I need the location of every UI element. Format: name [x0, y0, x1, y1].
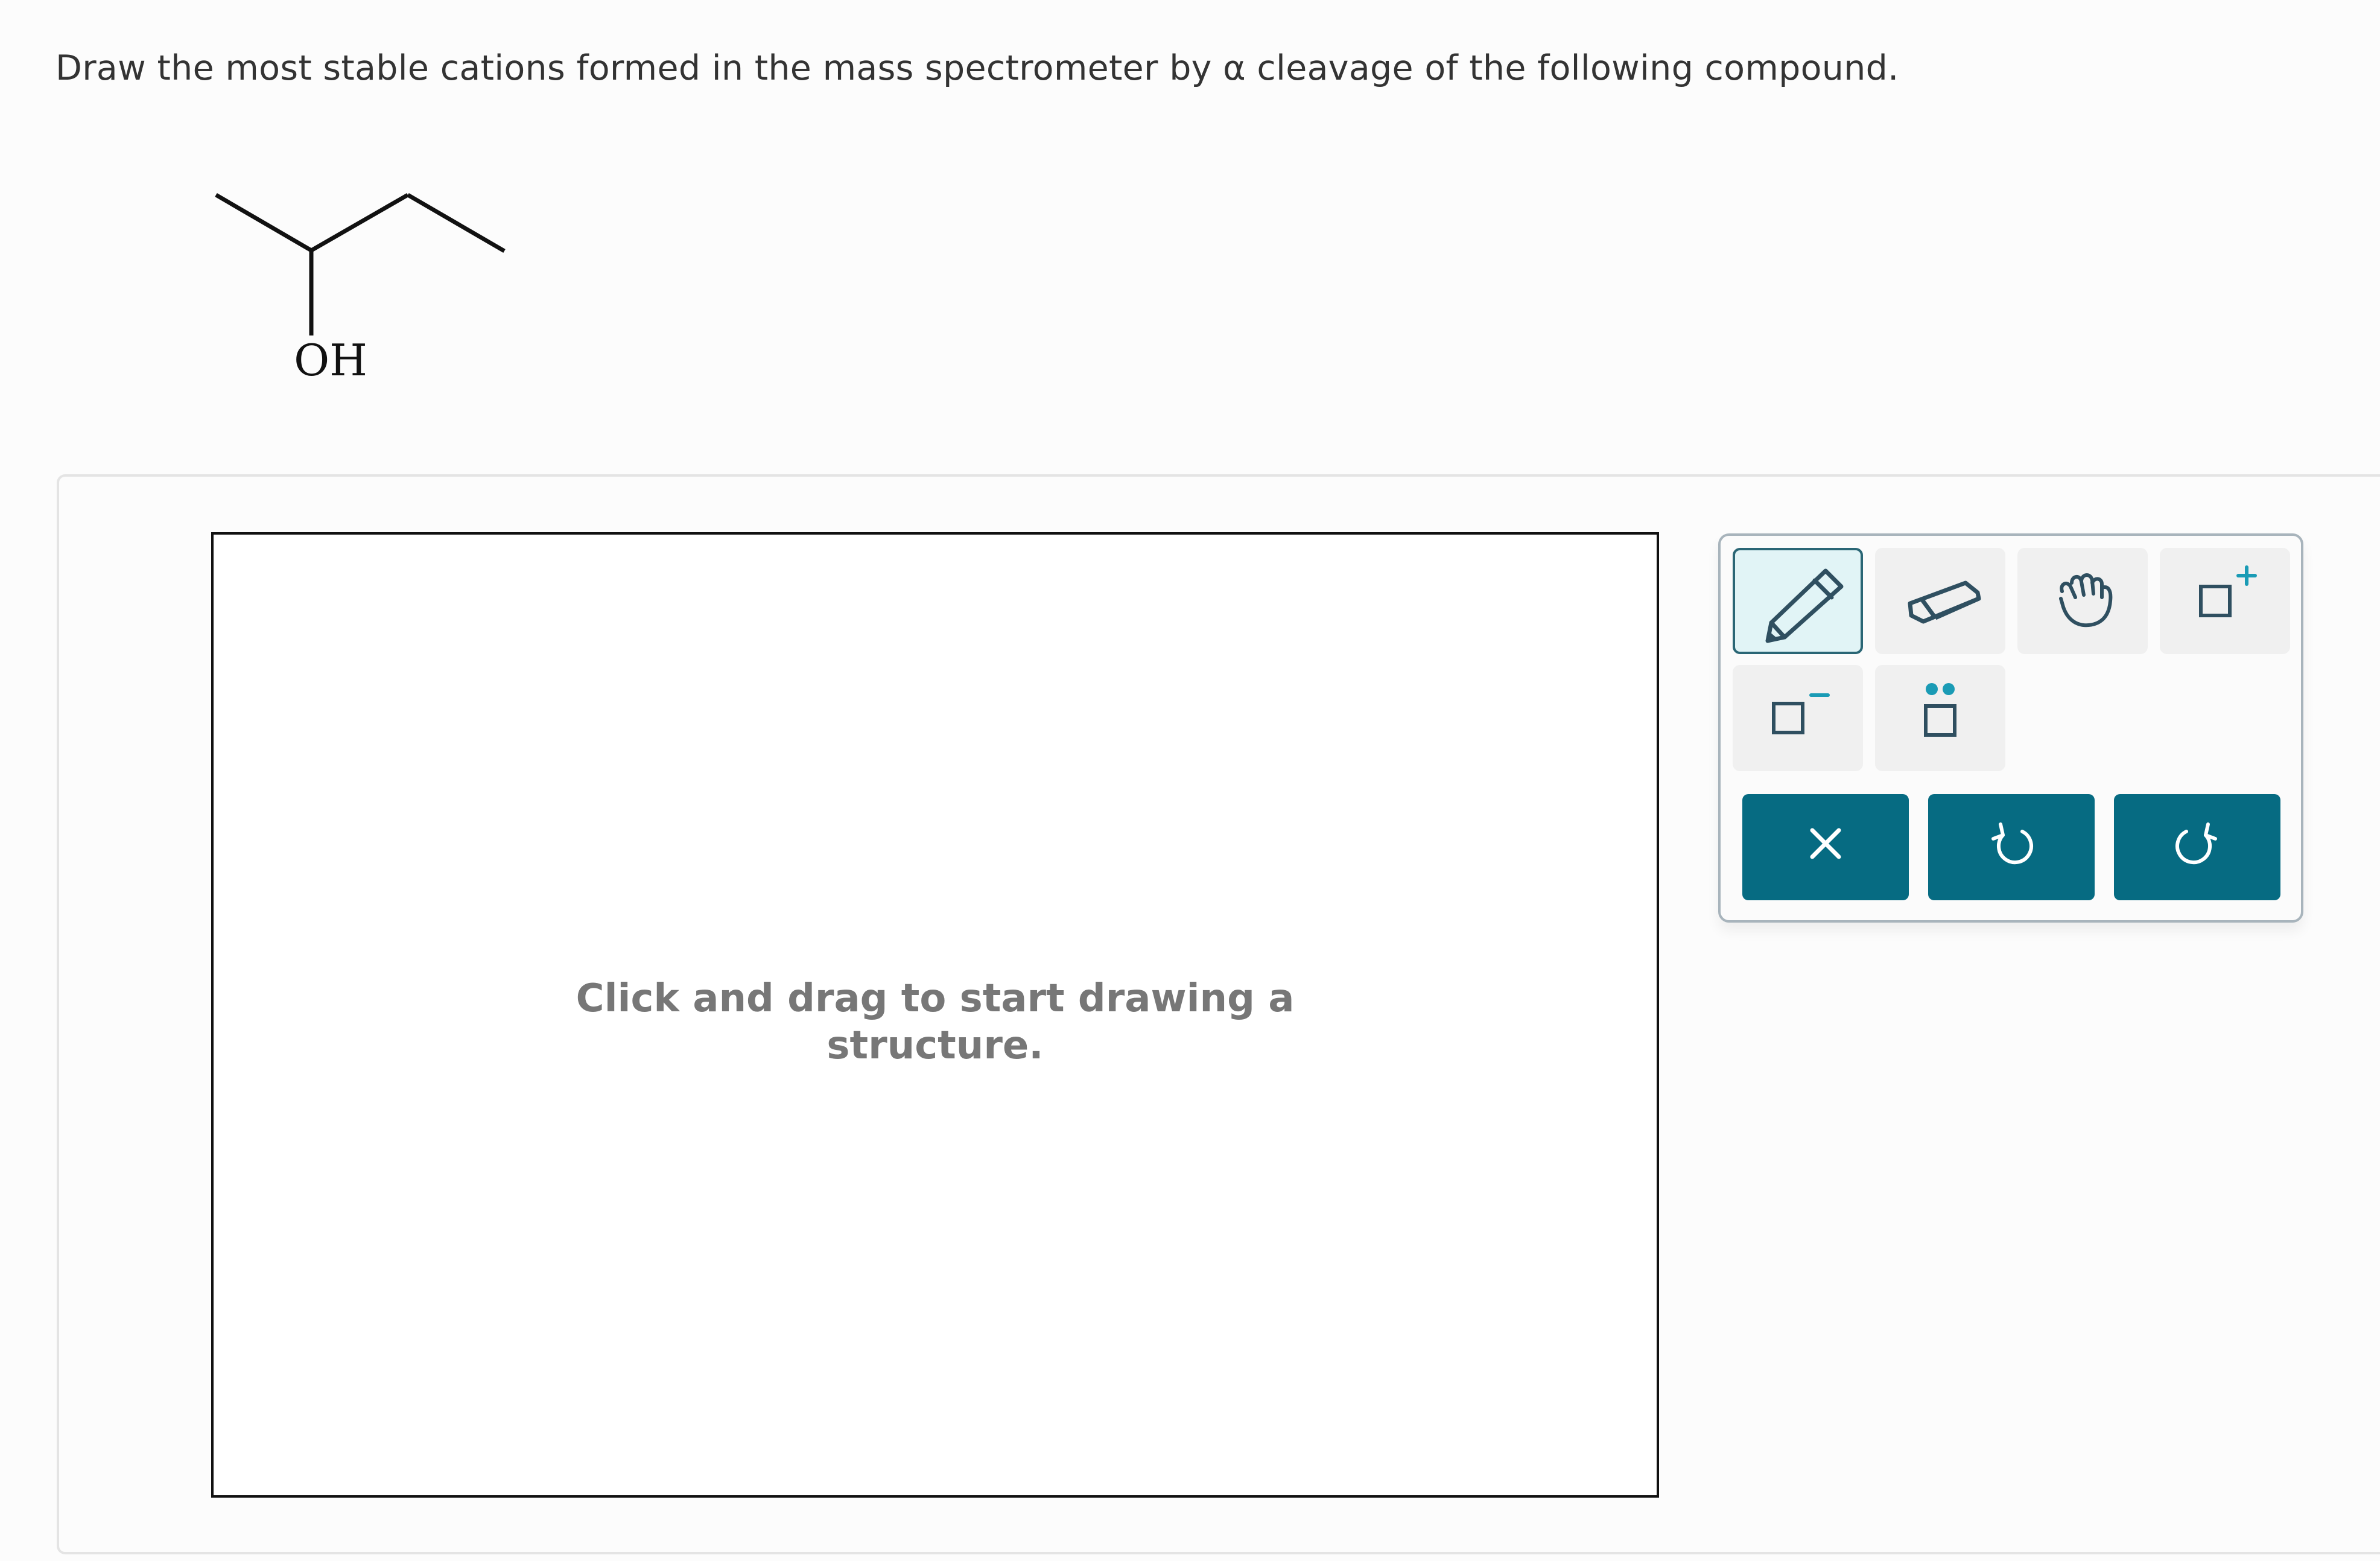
pencil-tool-button[interactable]: [1733, 548, 1863, 654]
canvas-hint-line-2: structure.: [827, 1023, 1044, 1068]
lone-pair-tool-button[interactable]: [1875, 665, 2005, 771]
positive-charge-tool-button[interactable]: [2160, 548, 2290, 654]
bond: [216, 195, 311, 250]
bond: [408, 195, 504, 251]
pan-tool-button[interactable]: [2017, 548, 2148, 654]
drawing-toolbar: [1718, 533, 2303, 923]
canvas-hint-line-1: Click and drag to start drawing a: [576, 976, 1295, 1021]
close-icon: [1742, 794, 1909, 900]
eraser-tool-button[interactable]: [1875, 548, 2005, 654]
redo-icon: [2114, 794, 2280, 900]
hydroxyl-label: OH: [294, 335, 367, 386]
negative-charge-tool-button[interactable]: [1733, 665, 1863, 771]
eraser-icon: [1875, 548, 2005, 654]
hand-icon: [2017, 548, 2148, 654]
undo-button[interactable]: [1928, 794, 2095, 900]
square-lone-pair-icon: [1875, 665, 2005, 771]
bond: [311, 195, 408, 250]
square-plus-icon: [2160, 548, 2290, 654]
canvas-hint: [214, 975, 1657, 1069]
clear-button[interactable]: [1742, 794, 1909, 900]
undo-icon: [1928, 794, 2095, 900]
square-minus-icon: [1733, 665, 1863, 771]
molecule-structure: [0, 0, 543, 422]
pencil-icon: [1735, 550, 1865, 657]
question-text: Draw the most stable cations formed in the mass spectrometer by α cleavage of the following compound.: [56, 48, 1899, 88]
redo-button[interactable]: [2114, 794, 2280, 900]
drawing-canvas[interactable]: [211, 532, 1659, 1498]
